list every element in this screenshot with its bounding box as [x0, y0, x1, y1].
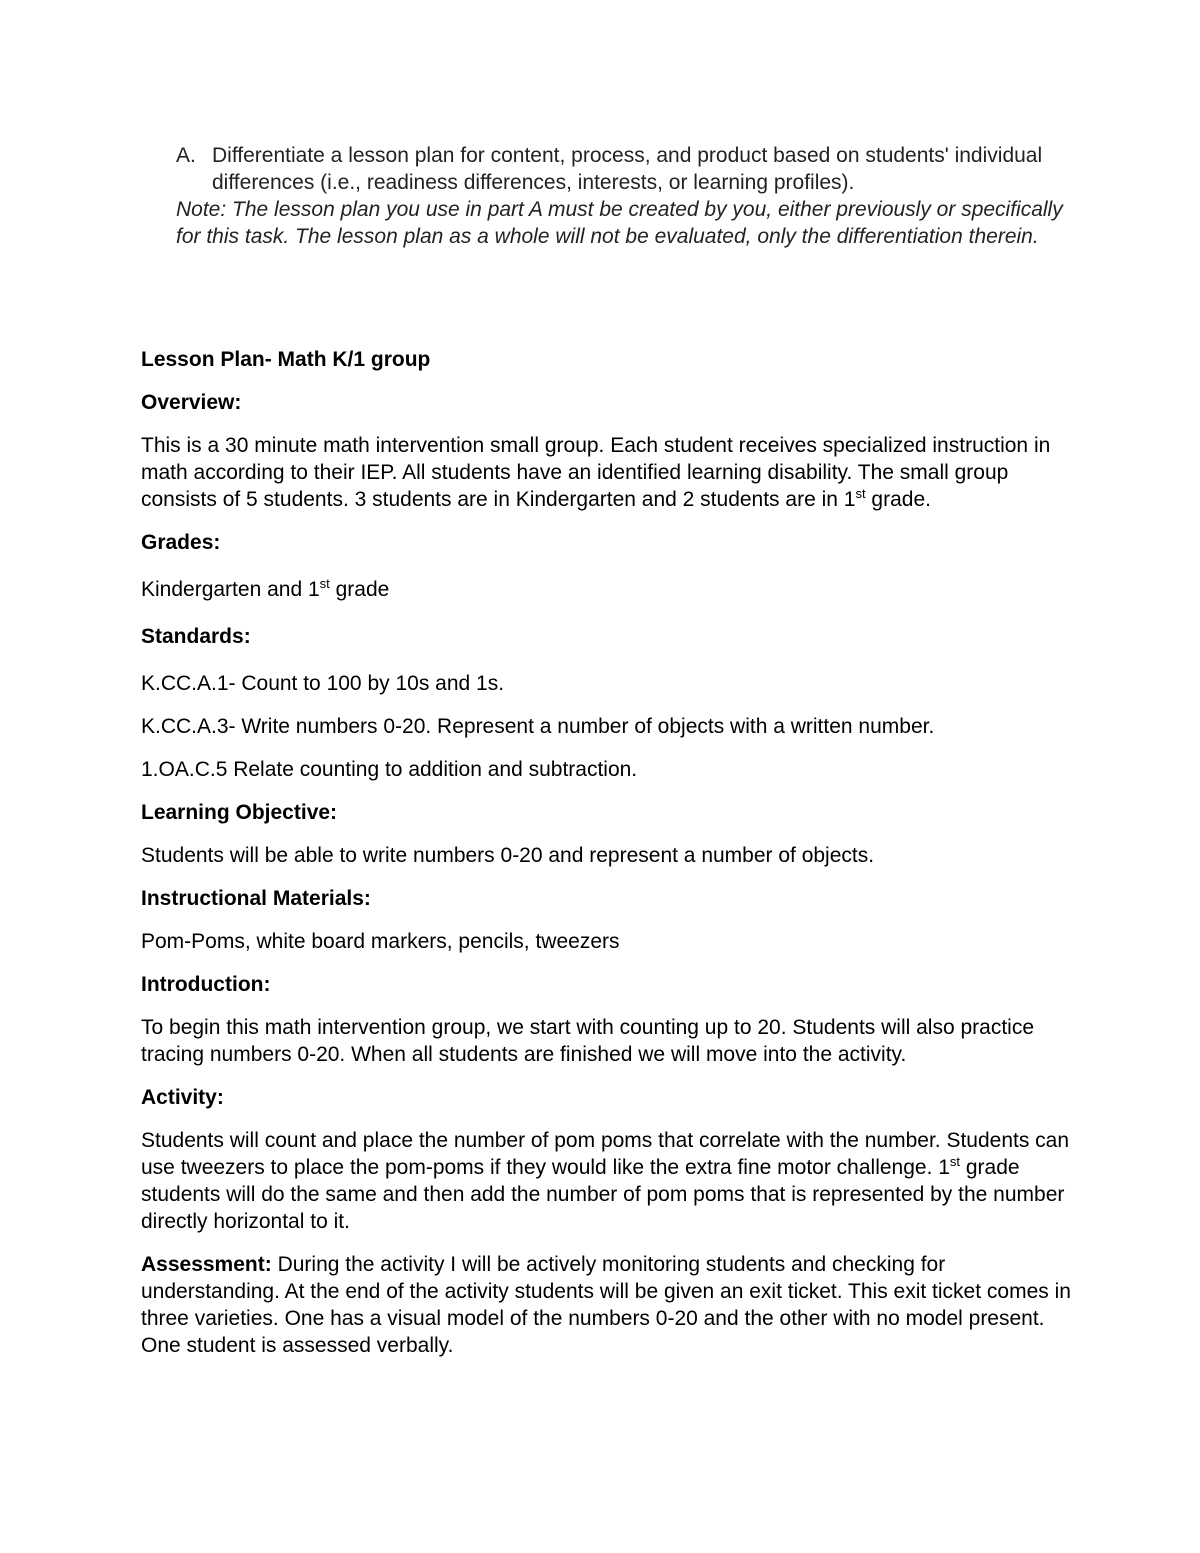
- task-note: Note: The lesson plan you use in part A must be created by you, either previously or specifically for this task. The lesson plan as a whole will not be evaluated, only the differentiation therein.: [176, 198, 1063, 248]
- activity-text-main: Students will count and place the number of pom poms that correlate with the number. Students can use tweezers to place the pom-poms if they would like the extra fine motor challenge. 1: [141, 1129, 1070, 1179]
- assessment-heading: Assessment:: [141, 1253, 272, 1276]
- overview-text-end: grade.: [865, 488, 931, 511]
- grades-text-end: grade: [329, 578, 390, 601]
- grades-text-main: Kindergarten and 1: [141, 578, 320, 601]
- overview-text-main: This is a 30 minute math intervention small group. Each student receives specialized instruction in math according to their IEP. All students have an identified learning disability. The small group consists of 5 students. 3 students are in Kindergarten and 2 students are in 1: [141, 434, 1051, 511]
- assessment-paragraph: [141, 1251, 1081, 1359]
- superscript: st: [855, 486, 866, 501]
- objective-text: Students will be able to write numbers 0-20 and represent a number of objects.: [141, 844, 875, 867]
- activity-heading: Activity:: [141, 1086, 224, 1109]
- materials-text: Pom-Poms, white board markers, pencils, tweezers: [141, 930, 620, 953]
- assessment-text: During the activity I will be actively monitoring students and checking for understanding. At the end of the activity students will be given an exit ticket. This exit ticket comes in three varieties. One has a visual model of the numbers 0-20 and the other with no model present. One student is assessed verbally.: [141, 1253, 1071, 1357]
- lesson-plan: [141, 346, 1081, 1359]
- introduction-heading: Introduction:: [141, 973, 271, 996]
- materials-heading: Instructional Materials:: [141, 887, 371, 910]
- list-marker: A.: [176, 144, 196, 167]
- grades-heading: Grades:: [141, 531, 221, 554]
- task-prompt: [176, 142, 1076, 250]
- overview-text: [141, 432, 1081, 513]
- overview-heading: Overview:: [141, 391, 242, 414]
- superscript: st: [949, 1154, 961, 1169]
- standard-item: 1.OA.C.5 Relate counting to addition and subtraction.: [141, 758, 638, 781]
- objective-heading: Learning Objective:: [141, 801, 338, 824]
- lesson-plan-title: Lesson Plan- Math K/1 group: [141, 348, 431, 371]
- task-text: Differentiate a lesson plan for content, process, and product based on students' individual differences (i.e., readiness differences, interests, or learning profiles).: [212, 144, 1043, 194]
- grades-text: [141, 576, 1081, 603]
- superscript: st: [319, 576, 330, 591]
- activity-text-end: grade students will do the same and then add the number of pom poms that is represented by the number directly horizontal to it.: [141, 1156, 1065, 1233]
- standards-heading: Standards:: [141, 625, 251, 648]
- task-item-a: [176, 142, 1076, 196]
- introduction-text: To begin this math intervention group, we start with counting up to 20. Students will also practice tracing numbers 0-20. When all students are finished we will move into the activity.: [141, 1016, 1034, 1066]
- standard-item: K.CC.A.3- Write numbers 0-20. Represent a number of objects with a written number.: [141, 715, 935, 738]
- standard-item: K.CC.A.1- Count to 100 by 10s and 1s.: [141, 672, 505, 695]
- activity-text: [141, 1127, 1081, 1235]
